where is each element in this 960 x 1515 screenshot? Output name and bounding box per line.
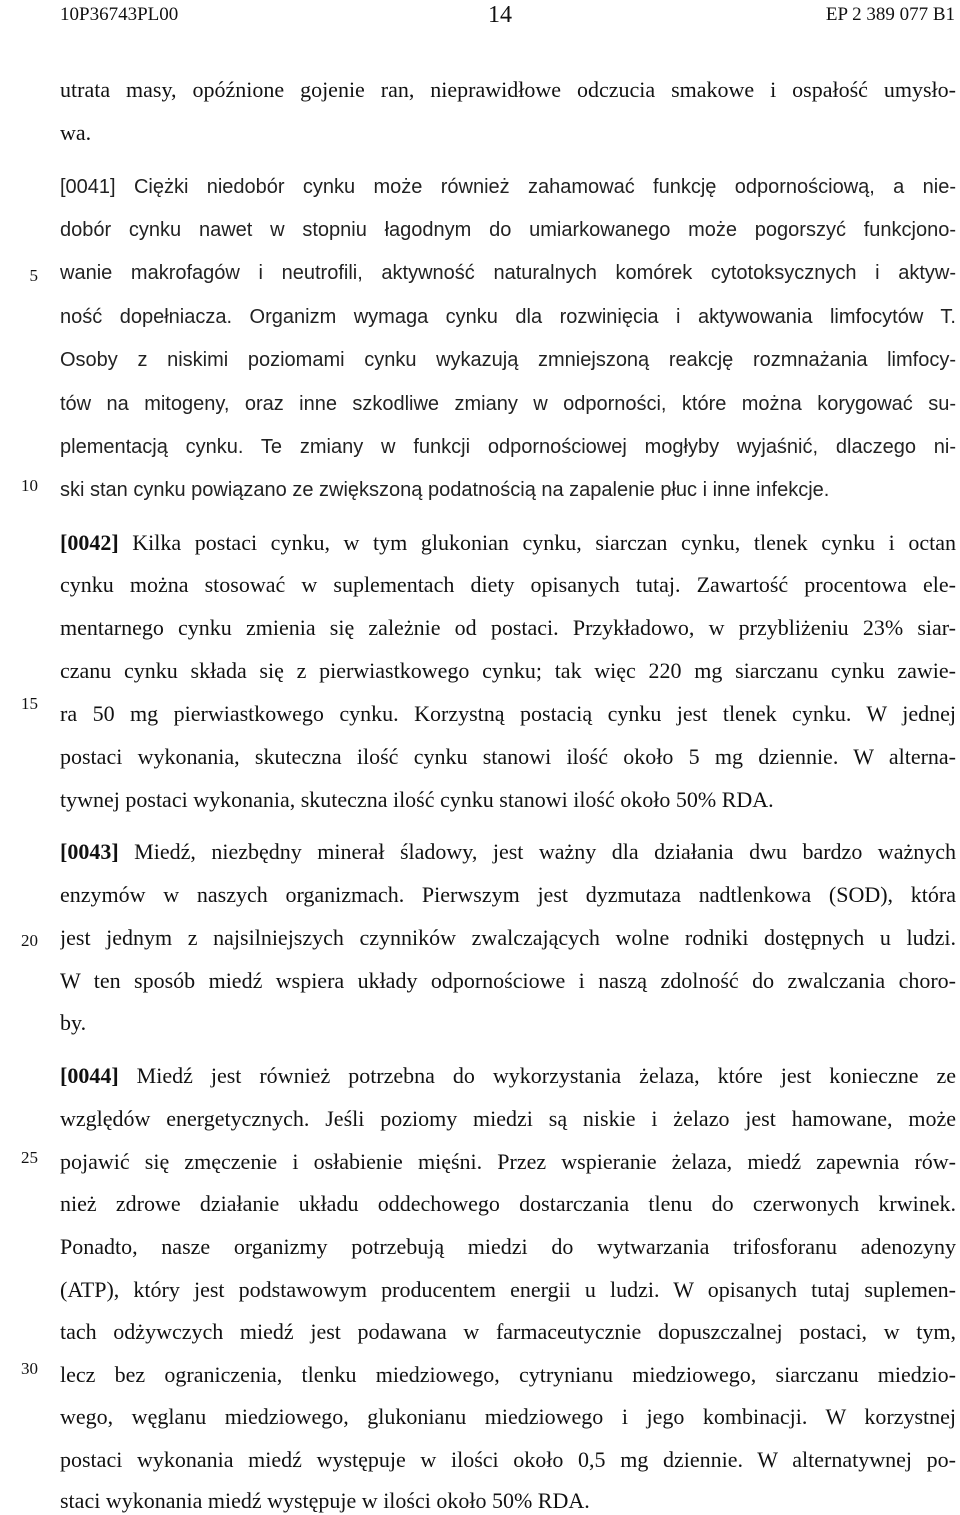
margin-line-number: 30 <box>21 1359 38 1378</box>
text-line: Ponadto, nasze organizmy potrzebują miedzi do wytwarzania trifosforanu adenozyny <box>60 1234 956 1259</box>
text-line: W ten sposób miedź wspiera układy odpornościowe i naszą zdolność do zwalczania choro- <box>60 968 956 993</box>
text-line <box>60 1063 956 1089</box>
text-line: postaci wykonania miedź występuje w ilości około 0,5 mg dziennie. W alternatywnej po- <box>60 1447 956 1472</box>
text-line <box>60 174 956 200</box>
header-doc-id: 10P36743PL00 <box>60 4 179 25</box>
margin-line-number: 10 <box>21 476 38 495</box>
text-line: mentarnego cynku zmienia się zależnie od postaci. Przykładowo, w przybliżeniu 23% siar- <box>60 615 956 640</box>
text-line <box>60 530 956 556</box>
text-line: ność dopełniacza. Organizm wymaga cynku dla rozwinięcia i aktywowania limfocytów T. <box>60 306 956 328</box>
paragraph-number: [0043] <box>60 839 119 864</box>
patent-number: EP 2 389 077 B1 <box>825 4 955 25</box>
text-line: jest jednym z najsilniejszych czynników zwalczających wolne rodniki dostępnych u ludzi. <box>60 925 956 950</box>
paragraph-number: [0042] <box>60 530 119 555</box>
text-line: dobór cynku nawet w stopniu łagodnym do umiarkowanego może pogorszyć funkcjono- <box>60 219 956 241</box>
text-line: Osoby z niskimi poziomami cynku wykazują zmniejszoną reakcję rozmnażania limfocy- <box>60 349 956 371</box>
text-line: pojawić się zmęczenie i osłabienie mięśni. Przez wspieranie żelaza, miedź zapewnia rów- <box>60 1149 956 1174</box>
text-line: utrata masy, opóźnione gojenie ran, nieprawidłowe odczucia smakowe i ospałość umysło- <box>60 77 956 102</box>
text-line: enzymów w naszych organizmach. Pierwszym jest dyzmutaza nadtlenkowa (SOD), która <box>60 882 956 907</box>
text-line: tywnej postaci wykonania, skuteczna ilość cynku stanowi ilość około 50% RDA. <box>60 787 774 812</box>
page-number: 14 <box>488 2 512 28</box>
text-line: tach odżywczych miedź jest podawana w farmaceutycznie dopuszczalnej postaci, w tym, <box>60 1319 956 1344</box>
text-line <box>60 839 956 865</box>
text-line: wa. <box>60 120 92 145</box>
text-line-content: Miedź, niezbędny minerał śladowy, jest ważny dla działania dwu bardzo ważnych <box>134 839 956 864</box>
paragraph-number: [0044] <box>60 1063 119 1088</box>
text-line: staci wykonania miedź występuje w ilości około 50% RDA. <box>60 1488 590 1513</box>
text-line-content: Miedź jest również potrzebna do wykorzystania żelaza, które jest konieczne ze <box>136 1063 956 1088</box>
text-line: cynku można stosować w suplementach diety opisanych tutaj. Zawartość procentowa ele- <box>60 572 956 597</box>
text-line: nież zdrowe działanie układu oddechowego dostarczania tlenu do czerwonych krwinek. <box>60 1191 956 1216</box>
text-line-content: Ciężki niedobór cynku może również zahamować funkcję odpornościową, a nie- <box>133 176 956 198</box>
text-line: (ATP), który jest podstawowym producentem energii u ludzi. W opisanych tutaj suplemen- <box>60 1277 956 1302</box>
margin-line-number: 15 <box>21 694 38 713</box>
text-line: czanu cynku składa się z pierwiastkowego cynku; tak więc 220 mg siarczanu cynku zawie- <box>60 658 956 683</box>
margin-line-number: 5 <box>29 266 38 285</box>
margin-line-number: 20 <box>21 931 38 950</box>
paragraph-number: [0041] <box>60 176 116 198</box>
text-line-content: Kilka postaci cynku, w tym glukonian cynku, siarczan cynku, tlenek cynku i octan <box>132 530 956 555</box>
text-line: lecz bez ograniczenia, tlenku miedziowego, cytrynianu miedziowego, siarczanu miedzio- <box>60 1362 956 1387</box>
text-line: ski stan cynku powiązano ze zwiększoną podatnością na zapalenie płuc i inne infekcje. <box>60 479 830 501</box>
text-line: plementacją cynku. Te zmiany w funkcji odpornościowej mogłyby wyjaśnić, dlaczego ni- <box>60 436 956 458</box>
text-line: względów energetycznych. Jeśli poziomy miedzi są niskie i żelazo jest hamowane, może <box>60 1106 956 1131</box>
text-line: wanie makrofagów i neutrofili, aktywność naturalnych komórek cytotoksycznych i aktyw- <box>60 262 956 284</box>
text-line: wego, węglanu miedziowego, glukonianu miedziowego i jego kombinacji. W korzystnej <box>60 1404 956 1429</box>
text-line: ra 50 mg pierwiastkowego cynku. Korzystną postacią cynku jest tlenek cynku. W jednej <box>60 701 956 726</box>
text-line: tów na mitogeny, oraz inne szkodliwe zmiany w odporności, które można korygować su- <box>60 393 956 415</box>
margin-line-number: 25 <box>21 1148 38 1167</box>
text-line: by. <box>60 1010 87 1035</box>
text-line: postaci wykonania, skuteczna ilość cynku stanowi ilość około 5 mg dziennie. W alterna- <box>60 744 956 769</box>
